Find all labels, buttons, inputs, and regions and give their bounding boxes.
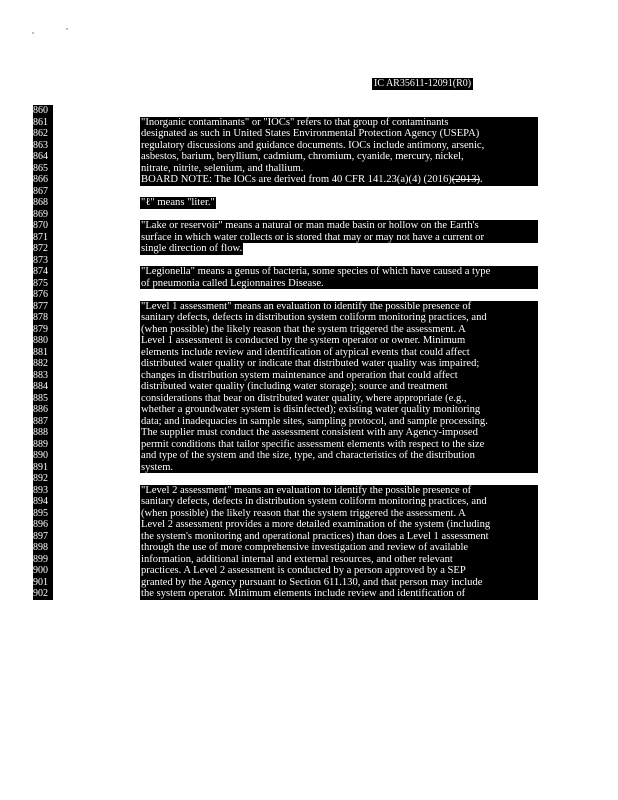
line-number: 860 [33, 105, 53, 117]
text-line: permit conditions that tailor specific assessment elements with respect to the size [140, 439, 538, 451]
line-number: 870 [33, 220, 53, 232]
blank-row [140, 255, 538, 267]
line-number: 866 [33, 174, 53, 186]
text-line: changes in distribution system maintenance and operation that could affect [140, 370, 538, 382]
line-number: 883 [33, 370, 53, 382]
line-number: 897 [33, 531, 53, 543]
scan-speck [66, 28, 68, 30]
line-number: 886 [33, 404, 53, 416]
text-line: nitrate, nitrite, selenium, and thallium. [140, 163, 538, 175]
line-number: 898 [33, 542, 53, 554]
text-line: the system's monitoring and operational practices) than does a Level 1 assessment [140, 531, 538, 543]
text-line: considerations that bear on distributed water quality, where appropriate (e.g., [140, 393, 538, 405]
line-number: 868 [33, 197, 53, 209]
text-line: single direction of flow. [141, 243, 243, 254]
line-number: 869 [33, 209, 53, 221]
text-line: The supplier must conduct the assessment consistent with any Agency-imposed [140, 427, 538, 439]
text-line: through the use of more comprehensive investigation and review of available [140, 542, 538, 554]
text-line: "Legionella" means a genus of bacteria, some species of which have caused a type [140, 266, 538, 278]
line-number: 862 [33, 128, 53, 140]
line-number: 890 [33, 450, 53, 462]
text-line: "Level 2 assessment" means an evaluation to identify the possible presence of [140, 485, 538, 497]
line-number-column [33, 105, 53, 600]
line-number: 864 [33, 151, 53, 163]
struck-text: (2013) [451, 174, 481, 185]
text-line: and type of the system and the size, type, and characteristics of the distribution [140, 450, 538, 462]
line-number: 871 [33, 232, 53, 244]
text-line: data; and inadequacies in sample sites, sampling protocol, and sample processing. [140, 416, 538, 428]
text-line: sanitary defects, defects in distribution system coliform monitoring practices, and [140, 312, 538, 324]
text-line: (when possible) the likely reason that the system triggered the assessment. A [140, 508, 538, 520]
blank-row [140, 105, 538, 117]
line-number: 889 [33, 439, 53, 451]
blank-row [140, 473, 538, 485]
text-line: practices. A Level 2 assessment is conducted by a person approved by a SEP [140, 565, 538, 577]
blank-row [140, 209, 538, 221]
blank-row [140, 289, 538, 301]
text-line: (when possible) the likely reason that the system triggered the assessment. A [140, 324, 538, 336]
line-number: 861 [33, 117, 53, 129]
line-number: 878 [33, 312, 53, 324]
text-line: information, additional internal and external resources, and other relevant [140, 554, 538, 566]
line-number: 902 [33, 588, 53, 600]
line-number: 893 [33, 485, 53, 497]
line-number: 881 [33, 347, 53, 359]
line-number: 863 [33, 140, 53, 152]
line-number: 894 [33, 496, 53, 508]
text-line: sanitary defects, defects in distribution system coliform monitoring practices, and [140, 496, 538, 508]
line-number: 873 [33, 255, 53, 267]
text-line: designated as such in United States Environmental Protection Agency (USEPA) [140, 128, 538, 140]
text-line: the system operator. Minimum elements include review and identification of [140, 588, 538, 600]
line-number: 872 [33, 243, 53, 255]
line-number: 865 [33, 163, 53, 175]
line-number: 877 [33, 301, 53, 313]
line-number: 879 [33, 324, 53, 336]
text-line: asbestos, barium, beryllium, cadmium, chromium, cyanide, mercury, nickel, [140, 151, 538, 163]
text-line: distributed water quality (including water storage); source and treatment [140, 381, 538, 393]
text-line: "ℓ" means "liter." [141, 197, 215, 208]
line-number: 875 [33, 278, 53, 290]
line-number: 874 [33, 266, 53, 278]
text-line: "Lake or reservoir" means a natural or man made basin or hollow on the Earth's [140, 220, 538, 232]
line-number: 867 [33, 186, 53, 198]
text-line: elements include review and identification of atypical events that could affect [140, 347, 538, 359]
page-body [140, 105, 538, 600]
board-note-end: . [480, 174, 483, 185]
text-line: "Level 1 assessment" means an evaluation to identify the possible presence of [140, 301, 538, 313]
line-number: 884 [33, 381, 53, 393]
line-number: 900 [33, 565, 53, 577]
scan-speck [32, 32, 34, 34]
text-line: "Inorganic contaminants" or "IOCs" refers to that group of contaminants [140, 117, 538, 129]
line-number: 895 [33, 508, 53, 520]
line-number: 888 [33, 427, 53, 439]
text-line: whether a groundwater system is disinfected); existing water quality monitoring [140, 404, 538, 416]
line-number: 892 [33, 473, 53, 485]
text-line: regulatory discussions and guidance documents. IOCs include antimony, arsenic, [140, 140, 538, 152]
line-number: 887 [33, 416, 53, 428]
line-number: 901 [33, 577, 53, 589]
text-line: granted by the Agency pursuant to Section 611.130, and that person may include [140, 577, 538, 589]
board-note [140, 174, 538, 186]
line-number: 880 [33, 335, 53, 347]
line-number: 882 [33, 358, 53, 370]
line-number: 891 [33, 462, 53, 474]
line-number: 899 [33, 554, 53, 566]
board-note-text: BOARD NOTE: The IOCs are derived from 40 CFR 141.23(a)(4) (2016) [141, 174, 452, 185]
blank-row [140, 186, 538, 198]
text-line: surface in which water collects or is stored that may or may not have a current or [140, 232, 538, 244]
text-line: distributed water quality or indicate that distributed water quality was impaired; [140, 358, 538, 370]
text-line: Level 1 assessment is conducted by the system operator or owner. Minimum [140, 335, 538, 347]
line-number: 896 [33, 519, 53, 531]
document-id-header: IC AR35611-12091(R0) [374, 78, 472, 89]
text-line: of pneumonia called Legionnaires Disease. [140, 278, 538, 290]
text-line: Level 2 assessment provides a more detailed examination of the system (including [140, 519, 538, 531]
line-number: 876 [33, 289, 53, 301]
text-line: system. [140, 462, 538, 474]
line-number: 885 [33, 393, 53, 405]
